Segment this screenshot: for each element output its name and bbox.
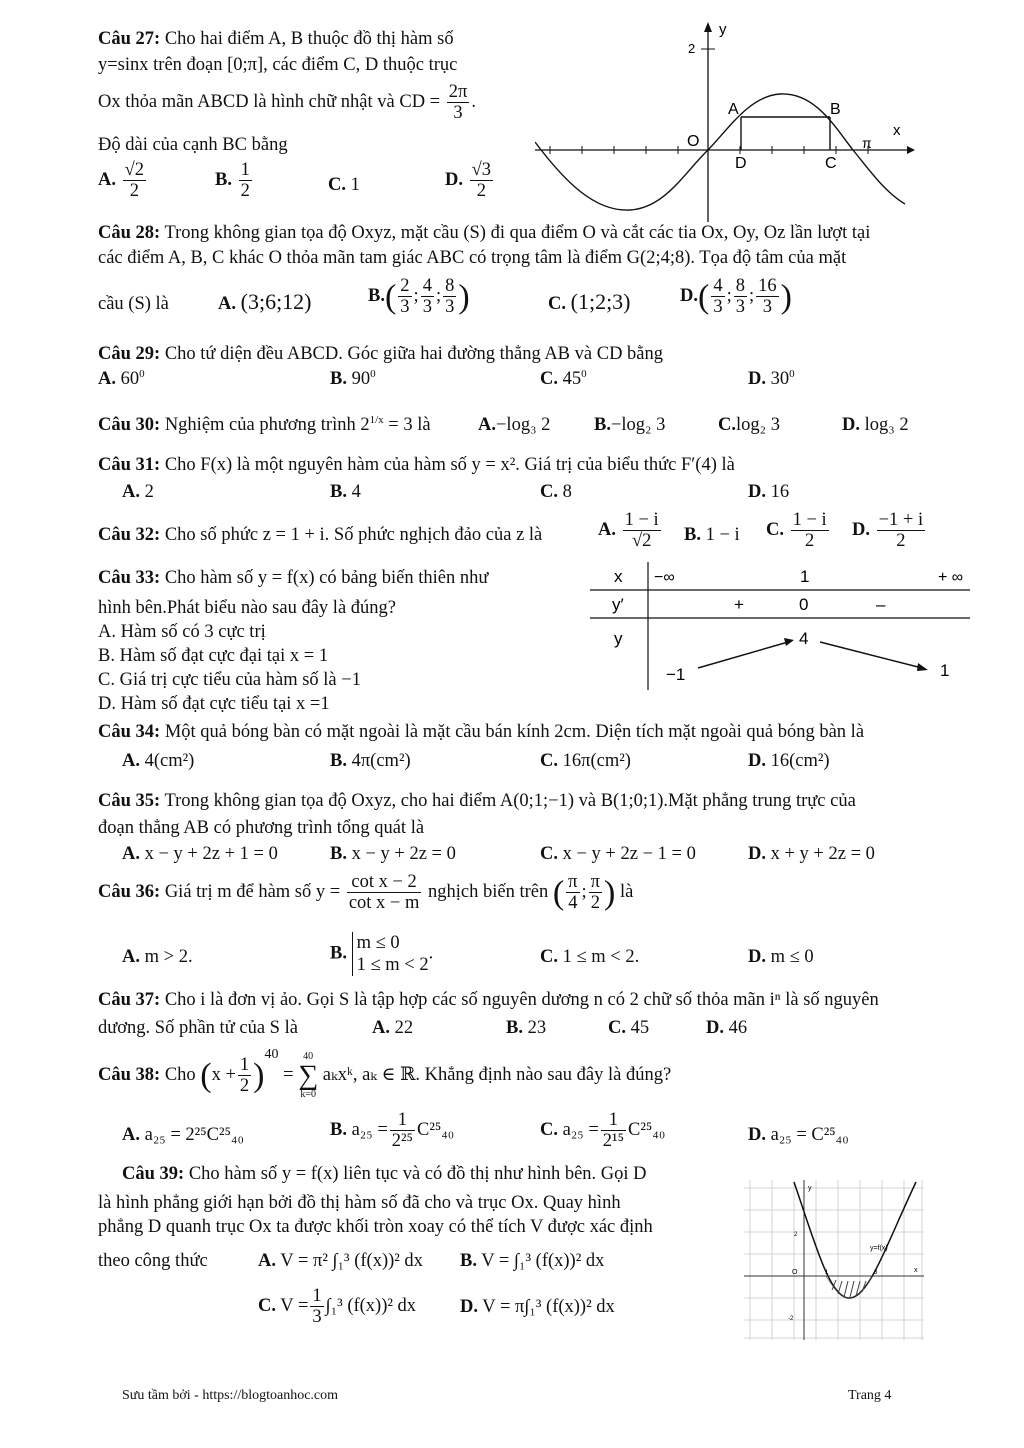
q35-option-d: D. x + y + 2z = 0 <box>748 844 875 864</box>
q28-option-c: C. (1;2;3) <box>548 289 631 314</box>
q27-option-b: B. $\frac{1}{2}$ <box>215 160 250 202</box>
q27-line3: Ox thỏa mãn ABCD là hình chữ nhật và CD = $\frac{2\pi}{3}$ . <box>98 82 476 124</box>
q27-label: Câu 27: <box>98 29 161 49</box>
q28-line1: Câu 28: Trong không gian tọa độ Oxyz, mặt cầu (S) đi qua điểm O và cắt các tia Ox, Oy, Oz lần lượt tại <box>98 223 871 243</box>
vt-x-one: 1 <box>800 567 810 586</box>
q33-line1: Câu 33: Cho hàm số y = f(x) có bảng biến thiên như <box>98 568 489 588</box>
q39-line3: phẳng D quanh trục Ox ta được khối tròn xoay có thể tích V được xác định <box>98 1217 653 1237</box>
q31-option-c: C. 8 <box>540 482 572 502</box>
vt-yp-minus: – <box>876 595 886 614</box>
q37-option-b: B. 23 <box>506 1018 547 1038</box>
q29-option-a: A. $60^0$ <box>98 368 145 390</box>
q35-option-c: C. x − y + 2z − 1 = 0 <box>540 844 696 864</box>
vt-y-right: 1 <box>940 661 950 680</box>
footer-page-number: Trang 4 <box>848 1388 892 1403</box>
q33-option-d: D. Hàm số đạt cực tiểu tại x =1 <box>98 694 330 714</box>
q27-cd-fraction: $\frac{2\pi}{3}$ <box>448 82 468 124</box>
q36-function-fraction: $\frac{\text{cot x − 2}}{\text{cot x − m}}$ <box>348 872 420 914</box>
footer-source: Sưu tầm bởi - https://blogtoanhoc.com <box>122 1388 339 1403</box>
q27-graph-origin: O <box>687 133 700 150</box>
vt-y-four: 4 <box>799 629 809 648</box>
vt-y-label: y <box>614 629 623 648</box>
q33-option-a: A. Hàm số có 3 cực trị <box>98 622 266 642</box>
q29-line1: Câu 29: Cho tứ diện đều ABCD. Góc giữa hai đường thẳng AB và CD bằng <box>98 344 664 364</box>
q29-option-d: D. $30^0$ <box>748 368 795 390</box>
q27-graph-point-a: A <box>728 101 739 118</box>
vt-x-minus-inf: −∞ <box>654 569 675 586</box>
q33-variation-table <box>590 562 980 692</box>
q27-graph-y-label: y <box>719 22 727 38</box>
q39-option-b: B. V = ∫₁³ (f(x))² dx <box>460 1251 605 1271</box>
q27-option-d: D. $\frac{√3}{2}$ <box>445 160 492 202</box>
q36-option-a: A. m > 2. <box>122 947 193 967</box>
q28-option-b: B.( $\frac{2}{3}$ ; $\frac{4}{3}$ ; $\frac{8}{3}$ ) <box>368 276 470 318</box>
q39-graph-fx: y=f(x) <box>870 1245 888 1252</box>
q27-graph-point-c: C <box>825 155 837 172</box>
q37-option-a: A. 22 <box>372 1018 414 1038</box>
q32-option-c: C. $\frac{1 - i}{2}$ <box>766 510 827 552</box>
vt-yp-zero: 0 <box>799 595 809 614</box>
q39-graph-three: 3 <box>874 1270 878 1276</box>
q39-graph-y: y <box>808 1185 812 1192</box>
q27-graph-point-b: B <box>830 101 841 118</box>
q27-sine-graph <box>535 22 915 222</box>
q34-line: Câu 34: Một quả bóng bàn có mặt ngoài là mặt cầu bán kính 2cm. Diện tích mặt ngoài quả bóng bàn là <box>98 722 865 742</box>
q27-line1: Câu 27: Cho hai điểm A, B thuộc đồ thị hàm số <box>98 29 454 49</box>
q28-line3: cầu (S) là <box>98 294 169 314</box>
q38-option-d: D. a₂₅ = C²⁵₄₀ <box>748 1125 849 1145</box>
q39-graph-minus-two: -2 <box>788 1316 794 1322</box>
q35-option-b: B. x − y + 2z = 0 <box>330 844 456 864</box>
q30-option-a: A.−log₃ 2 <box>478 415 551 435</box>
vt-yp-label: y′ <box>612 595 624 614</box>
q36-option-d: D. m ≤ 0 <box>748 947 814 967</box>
q30-option-c: C.log₂ 3 <box>718 415 780 435</box>
q27-graph-two: 2 <box>688 41 696 56</box>
q31-line: Câu 31: Cho F(x) là một nguyên hàm của hàm số y = x². Giá trị của biểu thức F′(4) là <box>98 455 735 475</box>
q39-option-a: A. V = π² ∫₁³ (f(x))² dx <box>258 1251 423 1271</box>
q34-option-a: A. 4(cm²) <box>122 751 195 771</box>
q30-option-d: D. log₃ 2 <box>842 415 909 435</box>
q39-graph-one: 1 <box>825 1270 829 1276</box>
q34-option-d: D. 16(cm²) <box>748 751 830 771</box>
q28-line2: các điểm A, B, C khác O thỏa mãn tam giác ABC có trọng tâm là điểm G(2;4;8). Tọa độ tâm của mặt <box>98 248 847 268</box>
q27-option-a: A. $\frac{√2}{2}$ <box>98 160 145 202</box>
q27-graph-x-label: x <box>893 122 901 139</box>
q27-option-c: C. 1 <box>328 175 360 195</box>
q27-graph-point-d: D <box>735 155 747 172</box>
q39-graph-x: x <box>914 1267 918 1274</box>
q30-line: Câu 30: Nghiệm của phương trình $2^{1/x} = 3$ là <box>98 414 431 436</box>
q28-option-a: A. (3;6;12) <box>218 289 312 314</box>
q32-line: Câu 32: Cho số phức z = 1 + i. Số phức nghịch đảo của z là <box>98 525 543 545</box>
vt-yp-plus: + <box>734 595 744 614</box>
q35-option-a: A. x − y + 2z + 1 = 0 <box>122 844 278 864</box>
q35-line1: Câu 35: Trong không gian tọa độ Oxyz, cho hai điểm A(0;1;−1) và B(1;0;1).Mặt phẳng trung trực của <box>98 791 856 811</box>
q27-line4: Độ dài của cạnh BC bằng <box>98 135 288 155</box>
vt-y-left: −1 <box>666 665 686 684</box>
q30-option-b: B.−log₂ 3 <box>594 415 666 435</box>
vt-x-plus-inf: + ∞ <box>938 569 964 586</box>
q33-option-b: B. Hàm số đạt cực đại tại x = 1 <box>98 646 329 666</box>
vt-x-label: x <box>614 567 623 586</box>
q39-line2: là hình phẳng giới hạn bởi đồ thị hàm số đã cho và trục Ox. Quay hình <box>98 1193 621 1213</box>
q39-graph-origin: O <box>792 1269 798 1276</box>
q38-line: Câu 38: Cho (x + $\frac{1}{2}$ )$^{40}$ = 40 ∑ k=0 aₖxᵏ, aₖ ∈ ℝ. Khẳng định nào sau đây là đúng? <box>98 1047 672 1100</box>
q33-option-c: C. Giá trị cực tiểu của hàm số là −1 <box>98 670 361 690</box>
q39-option-c: C. V = $\frac{1}{3}$ ∫₁³ (f(x))² dx <box>258 1286 417 1328</box>
q39-line1: Câu 39: Cho hàm số y = f(x) liên tục và có đồ thị như hình bên. Gọi D <box>122 1164 647 1184</box>
q36-option-b: B. m ≤ 0 1 ≤ m < 2 . <box>330 933 434 976</box>
q37-line1: Câu 37: Cho i là đơn vị ảo. Gọi S là tập hợp các số nguyên dương n có 2 chữ số thỏa mãn iⁿ là số nguyên <box>98 990 879 1010</box>
q34-option-b: B. 4π(cm²) <box>330 751 411 771</box>
q32-option-a: A. $\frac{1 - i}{√2}$ <box>598 510 659 552</box>
q32-option-b: B. 1 − i <box>684 525 740 545</box>
q39-line4: theo công thức <box>98 1251 208 1271</box>
q39-parabola-graph <box>744 1180 924 1340</box>
q39-option-d: D. V = π∫₁³ (f(x))² dx <box>460 1297 615 1317</box>
q31-option-a: A. 2 <box>122 482 154 502</box>
q39-graph-two: 2 <box>794 1232 798 1238</box>
q33-line2: hình bên.Phát biểu nào sau đây là đúng? <box>98 598 396 618</box>
q32-option-d: D. $\frac{-1 + i}{2}$ <box>852 510 924 552</box>
q29-option-c: C. $45^0$ <box>540 368 587 390</box>
q38-option-b: B. a₂₅ = $\frac{1}{\text{2²⁵}}$ C²⁵₄₀ <box>330 1110 455 1152</box>
q29-option-b: B. $90^0$ <box>330 368 376 390</box>
q37-option-d: D. 46 <box>706 1018 748 1038</box>
q35-line2: đoạn thẳng AB có phương trình tổng quát là <box>98 818 425 838</box>
q36-option-c: C. 1 ≤ m < 2. <box>540 947 640 967</box>
q37-option-c: C. 45 <box>608 1018 650 1038</box>
q34-option-c: C. 16π(cm²) <box>540 751 631 771</box>
q36-line: Câu 36: Giá trị m để hàm số y = $\frac{\text{cot x − 2}}{\text{cot x − m}}$ nghịch biến trên ( $\frac{\pi}{4}$ ; $\frac{\pi}{2}$ ) là <box>98 872 634 914</box>
q38-option-c: C. a₂₅ = $\frac{1}{\text{2¹⁵}}$ C²⁵₄₀ <box>540 1110 666 1152</box>
q37-line2: dương. Số phần tử của S là <box>98 1018 298 1038</box>
q31-option-d: D. 16 <box>748 482 790 502</box>
q38-option-a: A. a₂₅ = 2²⁵C²⁵₄₀ <box>122 1125 244 1145</box>
q27-graph-pi: π <box>862 135 872 151</box>
q31-option-b: B. 4 <box>330 482 361 502</box>
q27-line2: y=sinx trên đoạn [0;π], các điểm C, D thuộc trục <box>98 55 458 75</box>
q28-option-d: D.( $\frac{4}{3}$ ; $\frac{8}{3}$ ; $\frac{16}{3}$ ) <box>680 276 792 318</box>
